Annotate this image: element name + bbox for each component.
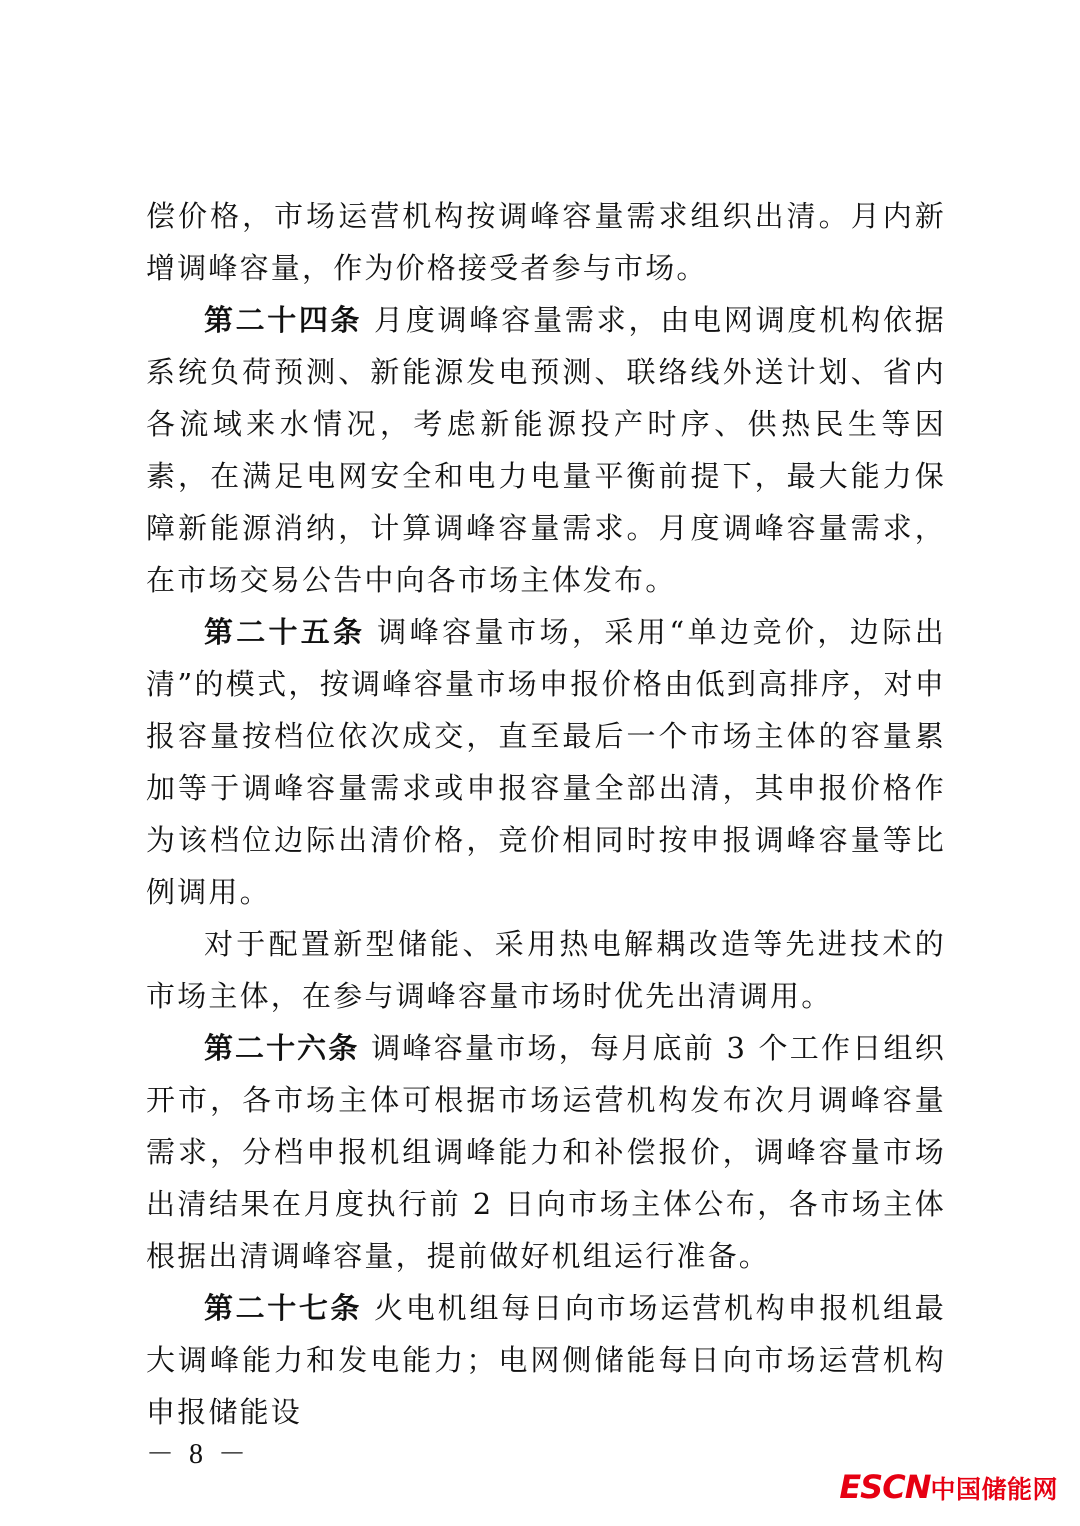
article-heading: 第二十四条 <box>204 303 363 337</box>
article-heading: 第二十七条 <box>204 1291 363 1325</box>
article-heading: 第二十五条 <box>204 615 366 649</box>
paragraph-text: 月度调峰容量需求，由电网调度机构依据系统负荷预测、新能源发电预测、联络线外送计划、省内各流域来水情况，考虑新能源投产时序、供热民生等因素，在满足电网安全和电力电量平衡前提下，最大能力保障新能源消纳，计算调峰容量需求。月度调峰容量需求，在市场交易公告中向各市场主体发布。 <box>146 303 946 597</box>
article-26 <box>146 1022 946 1282</box>
paragraph-text: 偿价格，市场运营机构按调峰容量需求组织出清。月内新增调峰容量，作为价格接受者参与市场。 <box>146 199 946 285</box>
paragraph-text: 对于配置新型储能、采用热电解耦改造等先进技术的市场主体，在参与调峰容量市场时优先出清调用。 <box>146 927 946 1013</box>
paragraph-continuation <box>146 190 946 294</box>
article-25-supplement <box>146 918 946 1022</box>
body-text <box>146 190 946 1438</box>
article-heading: 第二十六条 <box>204 1031 360 1065</box>
paragraph-text: 火电机组每日向市场运营机构申报机组最大调峰能力和发电能力；电网侧储能每日向市场运营机构申报储能设 <box>146 1291 946 1429</box>
article-27 <box>146 1282 946 1438</box>
article-24 <box>146 294 946 606</box>
paragraph-text: 调峰容量市场，每月底前 3 个工作日组织开市，各市场主体可根据市场运营机构发布次月调峰容量需求，分档申报机组调峰能力和补偿报价，调峰容量市场出清结果在月度执行前 2 日向市场主体公布，各市场主体根据出清调峰容量，提前做好机组运行准备。 <box>146 1031 946 1273</box>
watermark-latin: ESCN <box>839 1468 931 1506</box>
watermark-chinese: 中国储能网 <box>930 1475 1058 1504</box>
escn-watermark-logo <box>839 1468 1058 1506</box>
article-25 <box>146 606 946 918</box>
page-number: － 8 － <box>146 1439 251 1470</box>
paragraph-text: 调峰容量市场，采用“单边竞价，边际出清”的模式，按调峰容量市场申报价格由低到高排序，对申报容量按档位依次成交，直至最后一个市场主体的容量累加等于调峰容量需求或申报容量全部出清，其申报价格作为该档位边际出清价格，竞价相同时按申报调峰容量等比例调用。 <box>146 615 946 909</box>
